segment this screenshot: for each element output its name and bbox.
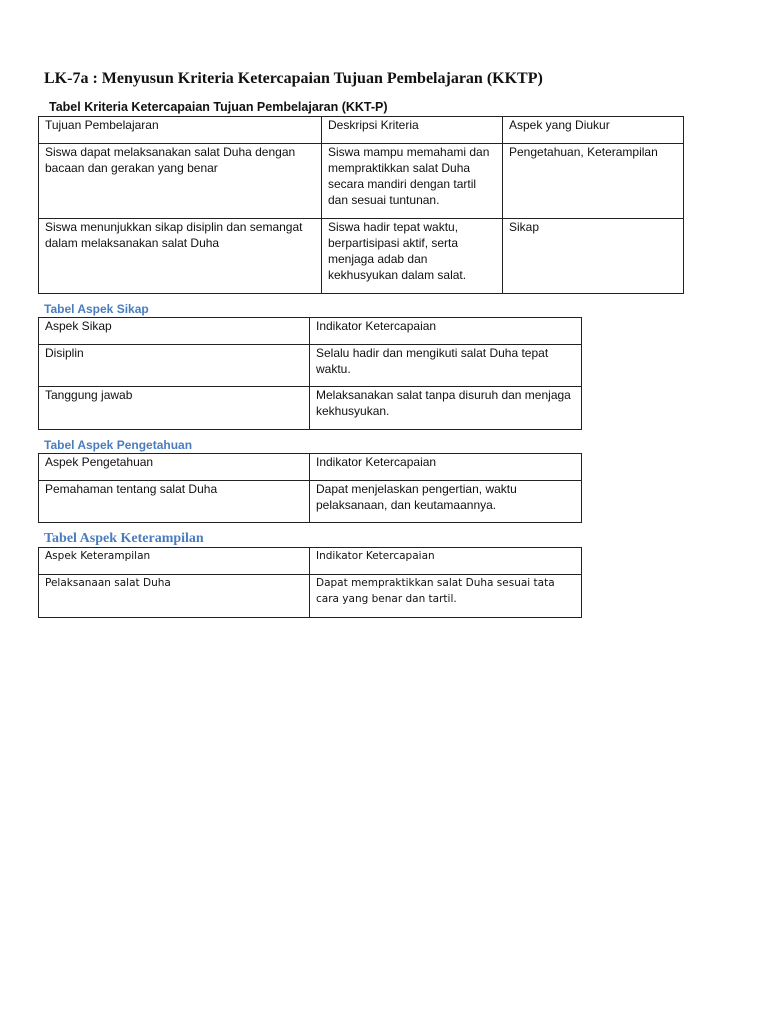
sikap-table-caption: Tabel Aspek Sikap (44, 302, 149, 316)
keterampilan-table (38, 547, 582, 618)
document-title: LK-7a : Menyusun Kriteria Ketercapaian Tujuan Pembelajaran (KKTP) (44, 70, 543, 87)
kktp-table-caption: Tabel Kriteria Ketercapaian Tujuan Pembelajaran (KKT-P) (49, 100, 388, 114)
table-cell: Disiplin (39, 345, 310, 387)
table-cell: Siswa menunjukkan sikap disiplin dan semangat dalam melaksanakan salat Duha (39, 219, 322, 294)
pengetahuan-table (38, 453, 582, 523)
table-header-row (39, 454, 582, 481)
table-cell: Pelaksanaan salat Duha (39, 575, 310, 618)
table-cell: Dapat mempraktikkan salat Duha sesuai tata cara yang benar dan tartil. (310, 575, 582, 618)
table-row (39, 481, 582, 523)
table-header-row (39, 548, 582, 575)
table-cell: Pengetahuan, Keterampilan (503, 144, 684, 219)
table-row (39, 387, 582, 430)
table-header-row (39, 318, 582, 345)
header-cell-aspek: Aspek Sikap (39, 318, 310, 345)
table-cell: Tanggung jawab (39, 387, 310, 430)
header-cell-aspek: Aspek yang Diukur (503, 117, 684, 144)
table-cell: Selalu hadir dan mengikuti salat Duha tepat waktu. (310, 345, 582, 387)
header-cell-indikator: Indikator Ketercapaian (310, 318, 582, 345)
keterampilan-table-caption: Tabel Aspek Keterampilan (44, 531, 204, 546)
table-cell: Melaksanakan salat tanpa disuruh dan menjaga kekhusyukan. (310, 387, 582, 430)
pengetahuan-table-caption: Tabel Aspek Pengetahuan (44, 438, 193, 452)
table-header-row (39, 117, 684, 144)
header-cell-tujuan: Tujuan Pembelajaran (39, 117, 322, 144)
table-cell: Siswa mampu memahami dan mempraktikkan salat Duha secara mandiri dengan tartil dan sesuai tuntunan. (322, 144, 503, 219)
kktp-table (38, 116, 684, 294)
table-cell: Sikap (503, 219, 684, 294)
table-cell: Dapat menjelaskan pengertian, waktu pelaksanaan, dan keutamaannya. (310, 481, 582, 523)
header-cell-deskripsi: Deskripsi Kriteria (322, 117, 503, 144)
table-cell: Siswa dapat melaksanakan salat Duha dengan bacaan dan gerakan yang benar (39, 144, 322, 219)
header-cell-indikator: Indikator Ketercapaian (310, 548, 582, 575)
header-cell-aspek: Aspek Pengetahuan (39, 454, 310, 481)
table-row (39, 144, 684, 219)
header-cell-aspek: Aspek Keterampilan (39, 548, 310, 575)
table-cell: Pemahaman tentang salat Duha (39, 481, 310, 523)
header-cell-indikator: Indikator Ketercapaian (310, 454, 582, 481)
table-row (39, 219, 684, 294)
table-cell: Siswa hadir tepat waktu, berpartisipasi aktif, serta menjaga adab dan kekhusyukan dalam salat. (322, 219, 503, 294)
table-row (39, 575, 582, 618)
table-row (39, 345, 582, 387)
sikap-table (38, 317, 582, 430)
